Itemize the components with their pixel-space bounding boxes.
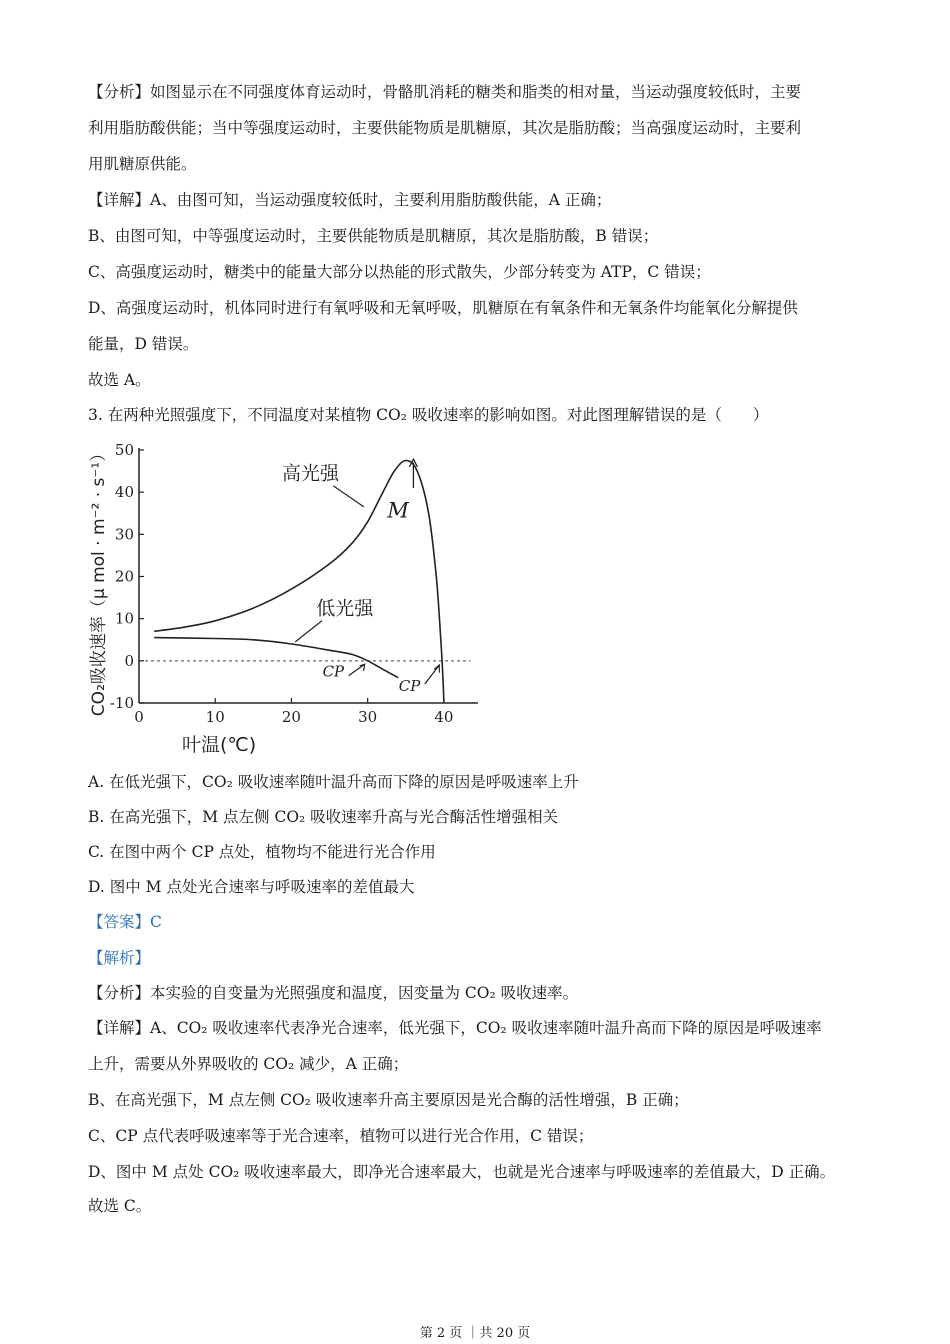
analysis2-line: 【分析】本实验的自变量为光照强度和温度，因变量为 CO₂ 吸收速率。	[88, 984, 579, 1002]
chart-series	[154, 461, 444, 704]
detail-line-3: C、高强度运动时，糖类中的能量大部分以热能的形式散失，少部分转变为 ATP，C 错误；	[88, 263, 711, 281]
low-light-curve	[154, 638, 398, 681]
x-tick-label: 40	[434, 708, 454, 726]
page-footer: 第 2 页 ｜共 20 页	[419, 1326, 531, 1341]
low-light-label: 低光强	[316, 597, 374, 620]
x-tick-label: 0	[134, 708, 144, 726]
y-tick-label: 0	[124, 651, 134, 670]
detail2-line-6: 故选 C。	[88, 1197, 152, 1215]
cp-label-high: CP	[398, 677, 421, 696]
co2-chart	[84, 436, 494, 756]
detail-line-4: D、高强度运动时，机体同时进行有氧呼吸和无氧呼吸，肌糖原在有氧条件和无氧条件均能氧化分解提供	[88, 299, 798, 317]
low-light-leader	[295, 621, 322, 642]
answer-line: 【答案】C	[88, 913, 162, 931]
y-axis-title: CO₂吸收速率（μ mol · m⁻² · s⁻¹）	[89, 444, 109, 717]
detail-line-5: 能量，D 错误。	[88, 335, 199, 353]
chart-axes	[139, 448, 478, 703]
cp-label-low: CP	[322, 662, 345, 681]
x-axis-title: 叶温(℃)	[181, 734, 257, 756]
x-tick-label: 10	[205, 708, 225, 726]
question-stem: 3. 在两种光照强度下，不同温度对某植物 CO₂ 吸收速率的影响如图。对此图理解错误的是（ ）	[88, 406, 769, 424]
high-light-label: 高光强	[281, 462, 340, 485]
option-c: C. 在图中两个 CP 点处，植物均不能进行光合作用	[88, 843, 436, 861]
analysis-line-3: 用肌糖原供能。	[88, 155, 197, 173]
cp-arrow-low	[349, 664, 365, 675]
y-tick-label: 10	[114, 609, 134, 628]
detail2-line-4: C、CP 点代表呼吸速率等于光合速率，植物可以进行光合作用，C 错误；	[88, 1127, 594, 1145]
high-light-leader	[333, 486, 363, 507]
jiexi-heading: 【解析】	[88, 949, 151, 967]
y-tick-label: 20	[114, 567, 134, 586]
cp-arrow-high	[425, 665, 439, 684]
y-tick-label: -10	[109, 694, 134, 712]
option-a: A. 在低光强下，CO₂ 吸收速率随叶温升高而下降的原因是呼吸速率上升	[88, 773, 579, 791]
detail2-line-3: B、在高光强下，M 点左侧 CO₂ 吸收速率升高主要原因是光合酶的活性增强，B 正确；	[88, 1091, 689, 1109]
detail-line-6: 故选 A。	[88, 371, 151, 389]
analysis-line-2: 利用脂肪酸供能；当中等强度运动时，主要供能物质是肌糖原，其次是脂肪酸；当高强度运动时，主要利	[88, 119, 802, 137]
detail-line-1: 【详解】A、由图可知，当运动强度较低时，主要利用脂肪酸供能，A 正确；	[88, 191, 612, 209]
detail2-line-5: D、图中 M 点处 CO₂ 吸收速率最大，即净光合速率最大，也就是光合速率与呼吸速率的差值最大，D 正确。	[88, 1163, 836, 1181]
y-tick-label: 40	[114, 483, 134, 502]
y-tick-label: 50	[114, 441, 134, 459]
detail2-line-1: 【详解】A、CO₂ 吸收速率代表净光合速率，低光强下，CO₂ 吸收速率随叶温升高而下降的原因是呼吸速率	[88, 1019, 822, 1037]
x-tick-label: 20	[281, 708, 301, 726]
option-b: B. 在高光强下，M 点左侧 CO₂ 吸收速率升高与光合酶活性增强相关	[88, 808, 559, 826]
high-light-curve	[154, 461, 444, 704]
x-tick-label: 30	[358, 708, 378, 726]
y-tick-label: 30	[114, 525, 134, 544]
analysis-line-1: 【分析】如图显示在不同强度体育运动时，骨骼肌消耗的糖类和脂类的相对量，当运动强度较低时，主要	[88, 83, 802, 101]
option-d: D. 图中 M 点处光合速率与呼吸速率的差值最大	[88, 878, 415, 896]
detail-line-2: B、由图可知，中等强度运动时，主要供能物质是肌糖原，其次是脂肪酸，B 错误；	[88, 227, 659, 245]
detail2-line-2: 上升，需要从外界吸收的 CO₂ 减少，A 正确；	[88, 1055, 409, 1073]
m-point-label: M	[387, 498, 409, 523]
